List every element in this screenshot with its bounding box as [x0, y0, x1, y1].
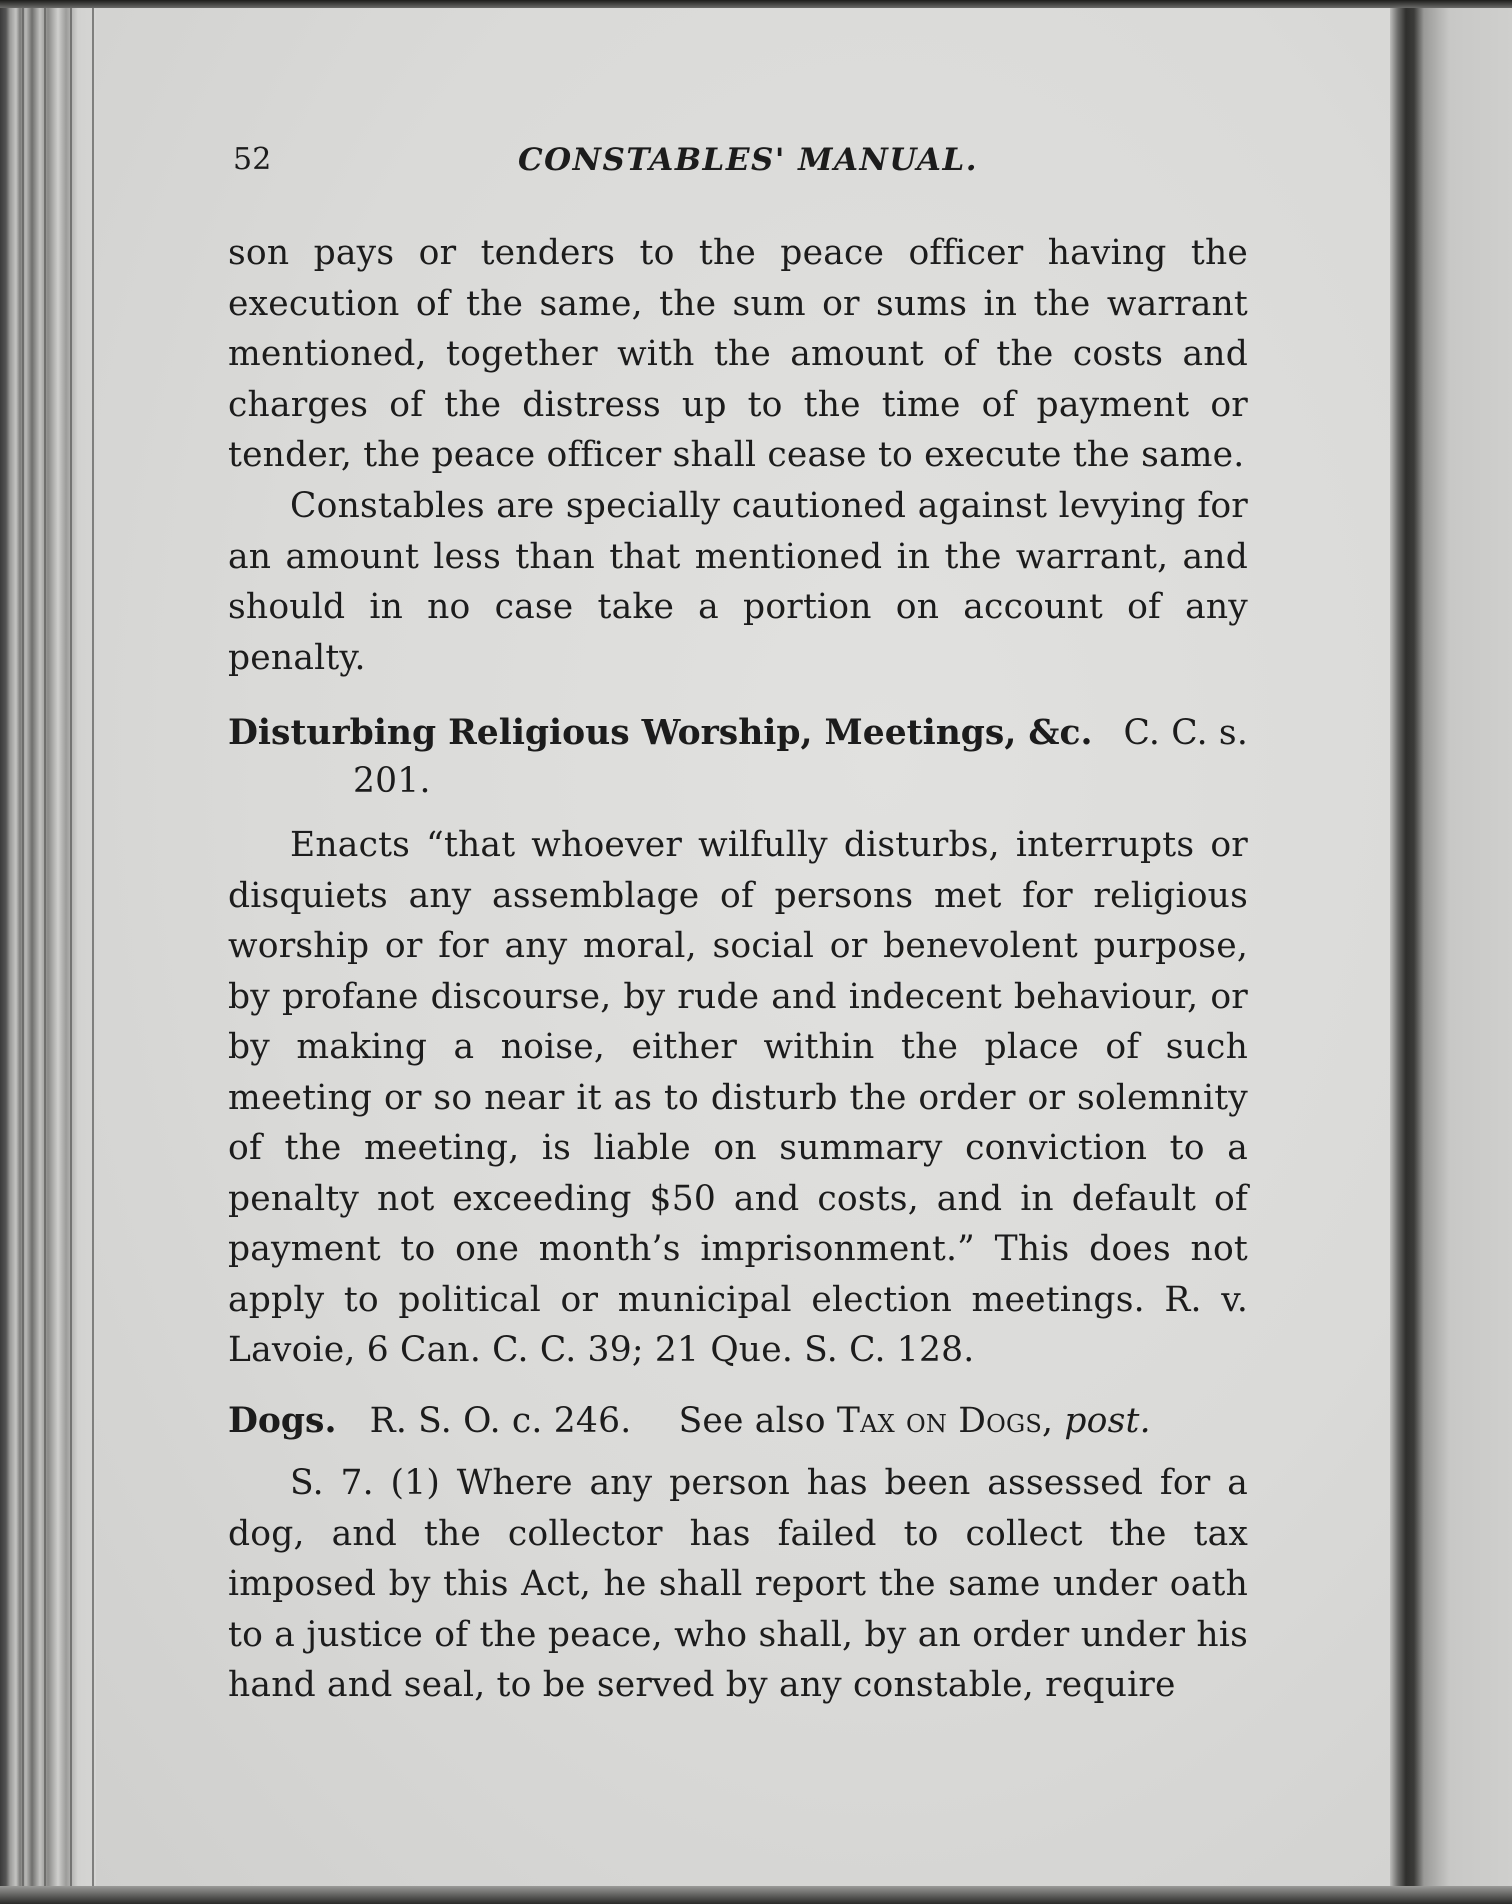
scan-top-border — [0, 0, 1512, 8]
page-edge-line — [44, 0, 46, 1904]
running-head — [228, 142, 1248, 186]
heading-reference: C. C. s. — [1123, 713, 1248, 753]
scan-bottom-border — [0, 1886, 1512, 1904]
heading-title: Dogs. — [228, 1401, 337, 1441]
heading-reference-continuation: 201. — [353, 761, 431, 801]
paragraph-continuation: son pays or tenders to the peace officer having the execution of the same, the sum or sums in the warrant mentioned, together with the amount of the costs and charges of the distress up to the time of payment or tender, the peace officer shall cease to execute the same. — [228, 233, 1248, 475]
stacked-page-edges — [0, 0, 100, 1904]
page-edge-line — [22, 0, 24, 1904]
book-gutter — [1390, 0, 1512, 1904]
page-edge-line — [70, 0, 72, 1904]
see-also-label: See also — [678, 1401, 826, 1441]
paragraph-enacts: Enacts “that whoever wilfully disturbs, interrupts or disquiets any assemblage of persons met for religious worship or for any moral, social or benevolent purpose, by profane discourse, by rude and indecent behaviour, or by making a noise, either within the place of such meeting or so near it as to disturb the order or solemnity of the meeting, is liable on summary conviction to a penalty not exceeding $50 and costs, and in default of payment to one month’s imprisonment.” This does not apply to political or municipal election meetings. R. v. Lavoie, 6 Can. C. C. 39; 21 Que. S. C. 128. — [228, 825, 1248, 1370]
heading-title: Disturbing Religious Worship, Meetings, &c. — [228, 713, 1093, 753]
paragraph-section-7: S. 7. (1) Where any person has been assessed for a dog, and the collector has failed to collect the tax imposed by this Act, he shall report the same under oath to a justice of the peace, who shall, by an order under his hand and seal, to be served by any constable, require — [228, 1463, 1248, 1705]
heading-reference: R. S. O. c. 246. — [369, 1401, 632, 1441]
section-heading-dogs — [228, 1396, 1248, 1446]
running-title: CONSTABLES' MANUAL. — [518, 142, 979, 178]
section-heading-disturbing-worship — [228, 708, 1248, 758]
page-number: 52 — [233, 142, 272, 177]
paragraph-caution: Constables are specially cautioned against levying for an amount less than that mentioned in the warrant, and should in no case take a portion on account of any penalty. — [228, 486, 1248, 678]
post-label: post. — [1064, 1401, 1151, 1441]
page-edge-line — [92, 0, 94, 1904]
cross-reference: Tax on Dogs, — [836, 1401, 1054, 1441]
